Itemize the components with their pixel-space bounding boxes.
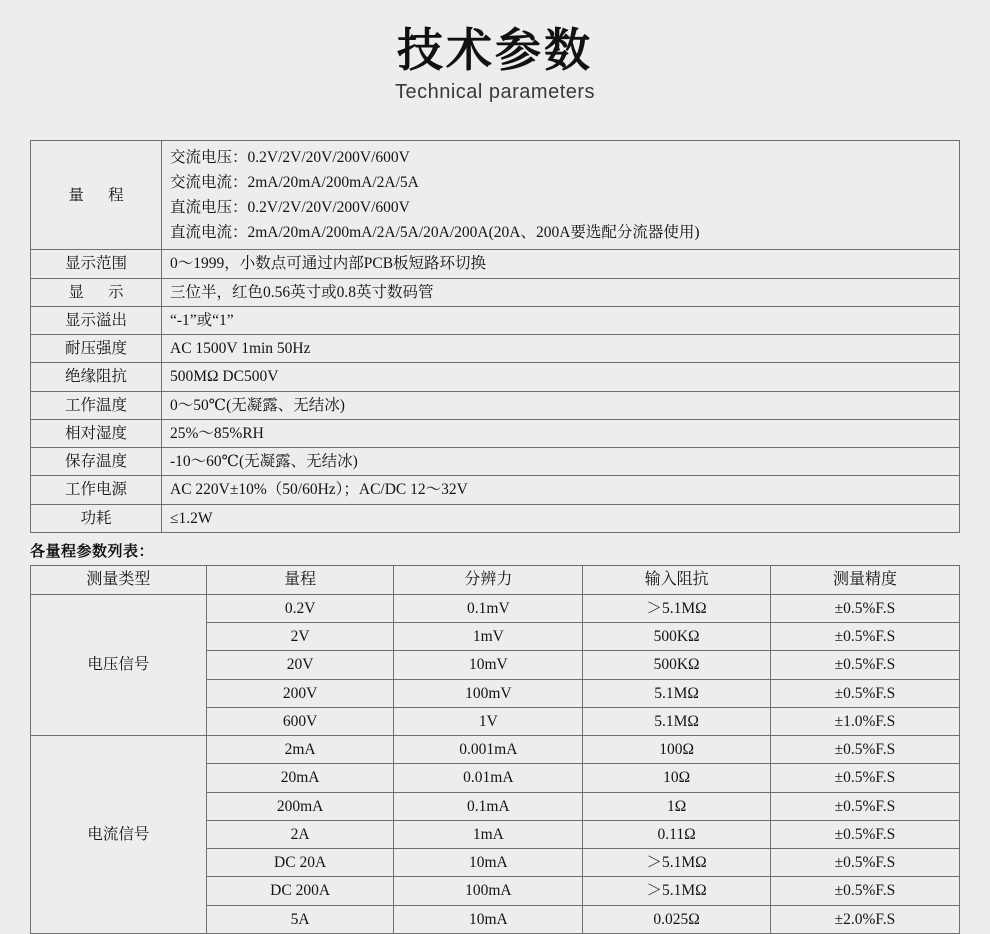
page-title: 技术参数 (397, 23, 593, 77)
spec-label: 工作电源 (31, 476, 162, 504)
accuracy-value: ±0.5%F.S (770, 792, 959, 820)
spec-value (162, 141, 960, 250)
spec-value: 500MΩ DC500V (162, 363, 960, 391)
spec-range-line: 直流电压：0.2V/2V/20V/200V/600V (170, 199, 410, 217)
range-value: 5A (206, 905, 394, 933)
range-value: 200V (206, 679, 394, 707)
resolution-value: 10mA (394, 905, 583, 933)
impedance-value: ＞5.1MΩ (583, 849, 771, 877)
column-header-resolution: 分辨力 (394, 565, 583, 594)
spec-label: 相对湿度 (31, 419, 162, 447)
table-row (31, 594, 960, 622)
resolution-value: 100mV (394, 679, 583, 707)
impedance-value: ＞5.1MΩ (583, 594, 771, 622)
accuracy-value: ±0.5%F.S (770, 679, 959, 707)
page-header (0, 0, 990, 128)
spec-value: AC 1500V 1min 50Hz (162, 335, 960, 363)
accuracy-value: ±0.5%F.S (770, 877, 959, 905)
resolution-value: 1V (394, 707, 583, 735)
accuracy-value: ±2.0%F.S (770, 905, 959, 933)
spec-value: “-1”或“1” (162, 306, 960, 334)
impedance-value: 1Ω (583, 792, 771, 820)
spec-value: 三位半，红色0.56英寸或0.8英寸数码管 (162, 278, 960, 306)
impedance-value: 100Ω (583, 736, 771, 764)
range-value: 2mA (206, 736, 394, 764)
spec-label: 功耗 (31, 504, 162, 532)
impedance-value: 10Ω (583, 764, 771, 792)
range-value: 2V (206, 623, 394, 651)
spec-range-line: 直流电流：2mA/20mA/200mA/2A/5A/20A/200A(20A、200A要选配分流器使用) (170, 224, 700, 242)
table-row (31, 250, 960, 278)
spec-range-line: 交流电压：0.2V/2V/20V/200V/600V (170, 149, 410, 166)
impedance-value: 5.1MΩ (583, 679, 771, 707)
spec-value: AC 220V±10%（50/60Hz）；AC/DC 12～32V (162, 476, 960, 504)
range-value: 20V (206, 651, 394, 679)
range-table-heading: 各量程参数列表： (30, 541, 155, 560)
resolution-value: 10mV (394, 651, 583, 679)
range-parameters-table (30, 565, 960, 934)
spec-label: 显示范围 (31, 250, 162, 278)
spec-range-line: 交流电流：2mA/20mA/200mA/2A/5A (170, 174, 419, 192)
table-row (31, 391, 960, 419)
range-value: DC 20A (206, 849, 394, 877)
accuracy-value: ±0.5%F.S (770, 651, 959, 679)
spec-value: ≤1.2W (162, 504, 960, 532)
range-value: 0.2V (206, 594, 394, 622)
table-row (31, 419, 960, 447)
impedance-value: 5.1MΩ (583, 707, 771, 735)
column-header-impedance: 输入阻抗 (583, 565, 771, 594)
accuracy-value: ±0.5%F.S (770, 736, 959, 764)
resolution-value: 0.01mA (394, 764, 583, 792)
resolution-value: 1mV (394, 623, 583, 651)
accuracy-value: ±0.5%F.S (770, 623, 959, 651)
spec-label: 耐压强度 (31, 335, 162, 363)
measurement-type: 电流信号 (31, 736, 207, 934)
table-row (31, 476, 960, 504)
spec-label: 显示溢出 (31, 306, 162, 334)
spec-label: 绝缘阻抗 (31, 363, 162, 391)
table-row (31, 141, 960, 250)
range-value: DC 200A (206, 877, 394, 905)
table-header-row (31, 565, 960, 594)
specification-table (30, 140, 960, 533)
column-header-type: 测量类型 (31, 565, 207, 594)
accuracy-value: ±0.5%F.S (770, 849, 959, 877)
page-subtitle: Technical parameters (394, 80, 596, 103)
content-area (0, 128, 990, 934)
column-header-accuracy: 测量精度 (770, 565, 959, 594)
resolution-value: 0.1mV (394, 594, 583, 622)
column-header-range: 量程 (206, 565, 394, 594)
impedance-value: 0.025Ω (583, 905, 771, 933)
resolution-value: 1mA (394, 820, 583, 848)
resolution-value: 0.001mA (394, 736, 583, 764)
spec-value: -10～60℃(无凝露、无结冰) (162, 448, 960, 476)
accuracy-value: ±0.5%F.S (770, 820, 959, 848)
impedance-value: ＞5.1MΩ (583, 877, 771, 905)
table-row (31, 504, 960, 532)
resolution-value: 10mA (394, 849, 583, 877)
resolution-value: 100mA (394, 877, 583, 905)
range-value: 2A (206, 820, 394, 848)
spec-value: 0～1999，小数点可通过内部PCB板短路环切换 (162, 250, 960, 278)
spec-value: 0～50℃(无凝露、无结冰) (162, 391, 960, 419)
range-value: 200mA (206, 792, 394, 820)
table-row (31, 736, 960, 764)
table-row (31, 278, 960, 306)
table-row (31, 363, 960, 391)
accuracy-value: ±1.0%F.S (770, 707, 959, 735)
spec-label: 保存温度 (31, 448, 162, 476)
spec-label: 量 程 (31, 141, 162, 250)
spec-label: 工作温度 (31, 391, 162, 419)
range-value: 20mA (206, 764, 394, 792)
range-value: 600V (206, 707, 394, 735)
measurement-type: 电压信号 (31, 594, 207, 735)
table-row (31, 335, 960, 363)
spec-value: 25%～85%RH (162, 419, 960, 447)
table-row (31, 448, 960, 476)
impedance-value: 500KΩ (583, 651, 771, 679)
table-row (31, 306, 960, 334)
accuracy-value: ±0.5%F.S (770, 594, 959, 622)
resolution-value: 0.1mA (394, 792, 583, 820)
impedance-value: 500KΩ (583, 623, 771, 651)
accuracy-value: ±0.5%F.S (770, 764, 959, 792)
spec-label: 显 示 (31, 278, 162, 306)
impedance-value: 0.11Ω (583, 820, 771, 848)
